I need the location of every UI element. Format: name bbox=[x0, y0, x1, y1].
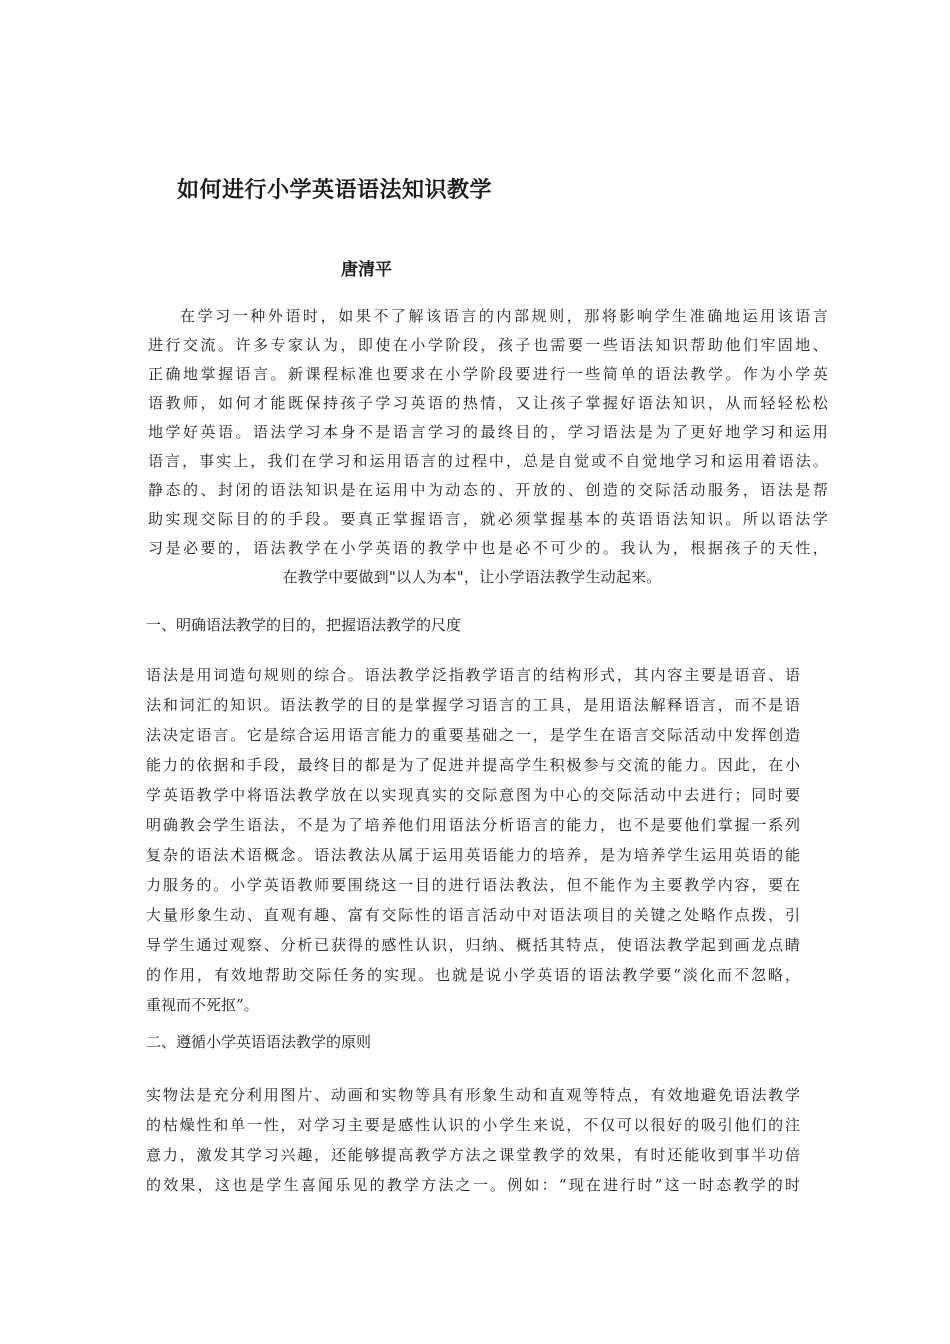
section-heading: 二、遵循小学英语语法教学的原则 bbox=[146, 1033, 372, 1051]
section-paragraph bbox=[146, 1080, 800, 1200]
text-line: 的效果，这也是学生喜闻乐见的教学方法之一。例如：“现在进行时”这一时态教学的时 bbox=[146, 1176, 800, 1194]
text-line: 力服务的。小学英语教师要围绕这一目的进行语法教法，但不能作为主要教学内容，要在 bbox=[146, 876, 800, 894]
text-line: 实物法是充分利用图片、动画和实物等具有形象生动和直观等特点，有效地避免语法教学 bbox=[146, 1086, 800, 1104]
text-line: 进行交流。许多专家认为，即使在小学阶段，孩子也需要一些语法知识帮助他们牢固地、 bbox=[148, 336, 828, 354]
intro-paragraph bbox=[148, 302, 828, 592]
text-line: 重视而不死抠”。 bbox=[146, 996, 259, 1014]
text-line: 意力，激发其学习兴趣，还能够提高教学方法之课堂教学的效果，有时还能收到事半功倍 bbox=[146, 1146, 800, 1164]
section-paragraph bbox=[146, 660, 800, 1020]
text-line: 语言，事实上，我们在学习和运用语言的过程中，总是自觉或不自觉地学习和运用着语法。 bbox=[148, 452, 828, 470]
text-line: 导学生通过观察、分析已获得的感性认识，归纳、概括其特点，使语法教学起到画龙点睛 bbox=[146, 936, 800, 954]
text-line: 大量形象生动、直观有趣、富有交际性的语言活动中对语法项目的关键之处略作点拨，引 bbox=[146, 906, 800, 924]
document-author: 唐清平 bbox=[341, 260, 392, 280]
text-line: 正确地掌握语言。新课程标准也要求在小学阶段要进行一些简单的语法教学。作为小学英 bbox=[148, 365, 828, 383]
text-line: 助实现交际目的的手段。要真正掌握语言，就必须掌握基本的英语语法知识。所以语法学 bbox=[148, 510, 828, 528]
document-title: 如何进行小学英语语法知识教学 bbox=[177, 178, 493, 203]
text-line: 明确教会学生语法，不是为了培养他们用语法分析语言的能力，也不是要他们掌握一系列 bbox=[146, 816, 800, 834]
text-line: 语教师，如何才能既保持孩子学习英语的热情，又让孩子掌握好语法知识，从而轻轻松松 bbox=[148, 394, 828, 412]
text-line: 复杂的语法术语概念。语法教法从属于运用英语能力的培养，是为培养学生运用英语的能 bbox=[146, 846, 800, 864]
text-line: 地学好英语。语法学习本身不是语言学习的最终目的，学习语法是为了更好地学习和运用 bbox=[148, 423, 828, 441]
text-line: 在教学中要做到"以人为本"，让小学语法教学生动起来。 bbox=[282, 568, 662, 586]
text-line: 的作用，有效地帮助交际任务的实现。也就是说小学英语的语法教学要“淡化而不忽略， bbox=[146, 966, 800, 984]
section-heading: 一、明确语法教学的目的，把握语法教学的尺度 bbox=[146, 616, 462, 634]
text-line: 语法是用词造句规则的综合。语法教学泛指教学语言的结构形式，其内容主要是语音、语 bbox=[146, 666, 800, 684]
text-line: 法决定语言。它是综合运用语言能力的重要基础之一，是学生在语言交际活动中发挥创造 bbox=[146, 726, 800, 744]
text-line: 能力的依据和手段，最终目的都是为了促进并提高学生积极参与交流的能力。因此，在小 bbox=[146, 756, 800, 774]
text-line: 学英语教学中将语法教学放在以实现真实的交际意图为中心的交际活动中去进行；同时要 bbox=[146, 786, 800, 804]
text-line: 法和词汇的知识。语法教学的目的是掌握学习语言的工具，是用语法解释语言，而不是语 bbox=[146, 696, 800, 714]
text-line: 习是必要的，语法教学在小学英语的教学中也是必不可少的。我认为，根据孩子的天性， bbox=[148, 539, 828, 557]
text-line: 在学习一种外语时，如果不了解该语言的内部规则，那将影响学生准确地运用该语言 bbox=[180, 307, 828, 325]
text-line: 的枯燥性和单一性，对学习主要是感性认识的小学生来说，不仅可以很好的吸引他们的注 bbox=[146, 1116, 800, 1134]
text-line: 静态的、封闭的语法知识是在运用中为动态的、开放的、创造的交际活动服务，语法是帮 bbox=[148, 481, 828, 499]
